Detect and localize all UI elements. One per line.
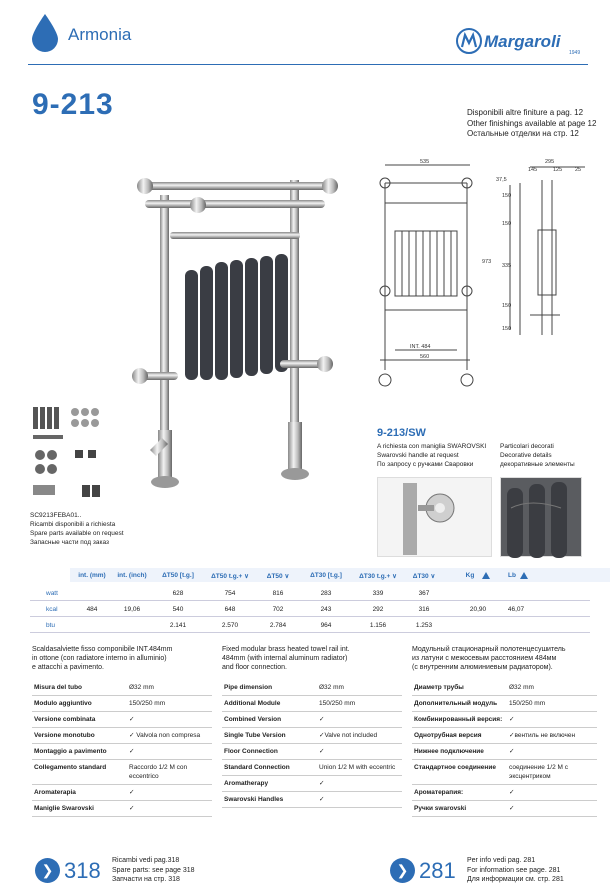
brand-logo-icon [456, 28, 482, 54]
series-name: Armonia [68, 25, 132, 44]
int-inch-value: 19,06 [123, 606, 141, 613]
svg-text:145: 145 [528, 167, 538, 173]
table-row: Versione monotubo ✓ Valvola non compresa [32, 728, 212, 744]
table-row: Нижнее подключение ✓ [412, 744, 597, 760]
swarovski-handle-photo [377, 477, 492, 557]
col-dt30-tg: ΔT30 [t.g.] [310, 572, 342, 579]
table-cell: 2.570 [221, 622, 239, 629]
svg-text:560: 560 [420, 354, 430, 360]
kg-value: 20,90 [469, 606, 487, 613]
table-row: Additional Module 150/250 mm [222, 696, 402, 712]
spec-table-ru [412, 680, 597, 817]
table-cell: 964 [320, 622, 332, 629]
technical-drawing [370, 155, 595, 395]
int-mm-value: 484 [86, 606, 98, 613]
table-cell: 316 [418, 606, 430, 613]
table-cell: 702 [272, 606, 284, 613]
product-photo [130, 160, 345, 500]
col-int-inch: int. (inch) [117, 572, 147, 579]
table-row: Maniglie Swarovski ✓ [32, 801, 212, 817]
svg-text:150: 150 [502, 193, 512, 199]
table-row: Collegamento standard Raccordo 1/2 M con eccentrico [32, 760, 212, 785]
spare-parts-photo [30, 405, 110, 505]
table-cell: 1.253 [415, 622, 433, 629]
table-row: Однотрубная версия ✓вентиль не включен [412, 728, 597, 744]
spec-table-en [222, 680, 402, 808]
svg-text:25: 25 [575, 167, 582, 173]
spare-parts-page-number[interactable]: 318 [64, 858, 101, 883]
finishes-note: Disponibili altre finiture a pag. 12 Other finishings available at page 12 Остальные отделки на стр. 12 [467, 108, 597, 138]
table-row: Montaggio a pavimento ✓ [32, 744, 212, 760]
col-dt50-tgv: ΔT50 t.g.+ ∨ [211, 573, 249, 580]
table-cell: 648 [224, 606, 236, 613]
col-dt50-v: ΔT50 ∨ [266, 573, 290, 580]
table-cell: 816 [272, 590, 284, 597]
table-row: Single Tube Version ✓Valve not included [222, 728, 402, 744]
table-cell: 367 [418, 590, 430, 597]
table-row: Pipe dimension Ø32 mm [222, 680, 402, 696]
svg-text:150: 150 [502, 303, 512, 309]
table-row: Комбинированный версия: ✓ [412, 712, 597, 728]
table-row: Ручки swarovski ✓ [412, 801, 597, 817]
drop-icon [30, 12, 60, 52]
table-row: Versione combinata ✓ [32, 712, 212, 728]
row-label-btu: btu [46, 622, 56, 629]
table-cell: 243 [320, 606, 332, 613]
table-row: Swarovski Handles ✓ [222, 792, 402, 808]
table-row: Standard Connection Union 1/2 M with eccentric [222, 760, 402, 776]
table-cell: 1.156 [369, 622, 387, 629]
table-cell: 2.784 [269, 622, 287, 629]
table-row: Дополнительный модуль 150/250 mm [412, 696, 597, 712]
product-code: 9-213 [32, 88, 114, 121]
row-label-watt: watt [46, 590, 58, 597]
table-row: Стандартное соединение соединение 1/2 M с эксцентриком [412, 760, 597, 785]
description-en: Fixed modular brass heated towel rail int. 484mm (with internal aluminum radiator) and floor connection. [222, 646, 350, 671]
sw-handle-note: A richiesta con maniglia SWAROVSKI Swarovski handle at request По запросу с ручками Сваровки [377, 443, 487, 468]
svg-text:150: 150 [502, 221, 512, 227]
table-cell: 628 [172, 590, 184, 597]
spec-table-it [32, 680, 212, 817]
next-page-button-right[interactable]: ❯ [390, 858, 415, 883]
info-page-number[interactable]: 281 [419, 858, 456, 883]
table-cell: 339 [372, 590, 384, 597]
table-row: Ароматерапия: ✓ [412, 785, 597, 801]
table-row: Диаметр трубы Ø32 mm [412, 680, 597, 696]
table-cell: 754 [224, 590, 236, 597]
row-label-kcal: kcal [46, 606, 58, 613]
description-it: Scaldasalviette fisso componibile INT.484mm in ottone (con radiatore interno in alluminio) e attacchi a pavimento. [32, 646, 173, 671]
triangle-icon [482, 572, 490, 579]
next-page-button-left[interactable]: ❯ [35, 858, 60, 883]
svg-text:INT. 484: INT. 484 [410, 344, 431, 350]
header-divider [28, 64, 588, 65]
col-int-mm: int. (mm) [78, 572, 106, 579]
brand-name: Margaroli [484, 32, 561, 51]
performance-table [30, 568, 590, 638]
table-cell: 2.141 [169, 622, 187, 629]
triangle-icon [520, 572, 528, 579]
decorative-details-note: Particolari decorati Decorative details декоративные элементы [500, 443, 575, 468]
svg-text:125: 125 [553, 167, 563, 173]
sw-variant-title: 9-213/SW [377, 427, 426, 439]
lb-value: 46,07 [507, 606, 525, 613]
svg-text:973: 973 [482, 259, 492, 265]
table-row: Combined Version ✓ [222, 712, 402, 728]
svg-text:535: 535 [420, 159, 430, 165]
table-row: Floor Connection ✓ [222, 744, 402, 760]
info-page-ref: Per info vedi pag. 281 For information see page. 281 Для информации см. стр. 281 [467, 857, 564, 883]
col-lb: Lb [508, 572, 516, 579]
brand-year: 1949 [569, 50, 581, 56]
col-dt50-tg: ΔT50 [t.g.] [162, 572, 194, 579]
col-kg: Kg [465, 572, 475, 579]
decorative-detail-photo [500, 477, 582, 557]
table-row: Aromatherapy ✓ [222, 776, 402, 792]
table-row: Aromaterapia ✓ [32, 785, 212, 801]
table-row: Misura del tubo Ø32 mm [32, 680, 212, 696]
svg-text:335: 335 [502, 263, 512, 269]
table-row: Modulo aggiuntivo 150/250 mm [32, 696, 212, 712]
svg-text:295: 295 [545, 159, 555, 165]
table-cell: 283 [320, 590, 332, 597]
col-dt30-tgv: ΔT30 t.g.+ ∨ [359, 573, 397, 580]
spare-parts-note: SC9213FEBA01.. Ricambi disponibili a richiesta Spare parts available on request Запасные части под заказ [30, 512, 124, 546]
table-cell: 292 [372, 606, 384, 613]
spare-parts-page-ref: Ricambi vedi pag.318 Spare parts: see page 318 Запчасти на стр. 318 [112, 857, 195, 883]
col-dt30-v: ΔT30 ∨ [412, 573, 436, 580]
description-ru: Модульный стационарный полотенцесушитель из латуни с межосевым расстоянием 484мм (с внутренним алюминиевым радиатором). [412, 646, 566, 671]
svg-text:150: 150 [502, 326, 512, 332]
svg-text:37,5: 37,5 [496, 177, 507, 183]
table-cell: 540 [172, 606, 184, 613]
